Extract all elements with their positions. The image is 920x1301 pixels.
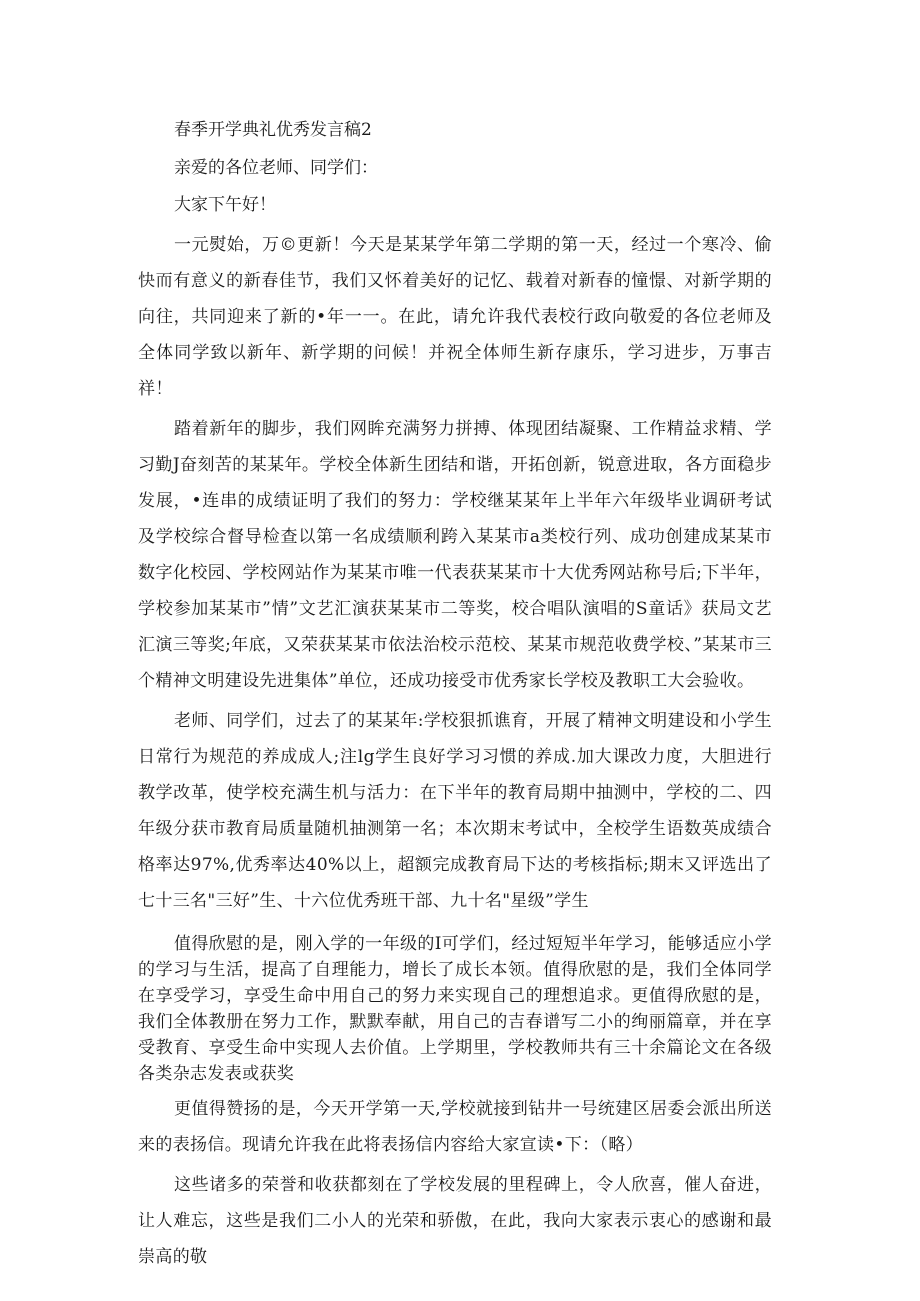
- salutation: 亲爱的各位老师、同学们：: [174, 158, 378, 178]
- paragraph-gratitude: 值得欣慰的是，刚入学的一年级的I可学们，经过短短半年学习，能够适应小学的学习与生活，提高了自理能力，增长了成长本领。值得欣慰的是，我们全体同学在享受学习，享受生命中用自己的努力来实现自己的理想追求。更值得欣慰的是，我们全体教册在努力工作，默默奉献，用自己的吉春谱写二小的绚丽篇章，并在享受教育、享受生命中实现人去价值。上学期里，学校教师共有三十余篇论文在各级各类杂志发表或获奖: [138, 934, 772, 1084]
- greeting: 大家下午好！: [174, 195, 276, 215]
- paragraph-achievements: 踏着新年的脚步，我们网眸充满努力拼搏、体现团结凝聚、工作精益求精、学习勤J奋刻苦的某某年。学校全体新生团结和谐，开拓创新，锐意进取，各方面稳步发展，•连串的成绩证明了我们的努力：学校继某某年上半年六年级毕业调研考试及学校综合督导检查以第一名成绩顺利跨入某某市a类校行列、成功创建成某某市数字化校园、学校网站作为某某市唯一代表获某某市十大优秀网站称号后;下半年，学校参加某某市”情”文艺汇演获某某市二等奖，校合唱队演唱的S童话》获局文艺汇演三等奖;年底，又荣获某某市依法治校示范校、某某市规范收费学校、”某某市三个精神文明建设先进集体”单位，还成功接受市优秀家长学校及教职工大会验收。: [138, 419, 772, 691]
- paragraph-praise-letter: 更值得赞扬的是，今天开学第一天,学校就接到钻井一号统建区居委会派出所送来的表扬信。现请允许我在此将表扬信内容给大家宣读•下：（略）: [138, 1099, 772, 1155]
- document-body: [138, 113, 772, 1275]
- paragraph-opening: 一元熨始，万©更新！今天是某某学年第二学期的第一天，经过一个寒冷、偷快而有意义的新春佳节，我们又怀着美好的记忆、载着对新春的憧憬、对新学期的向往，共同迎来了新的•年一一。在此，请允许我代表校行政向敬爱的各位老师及全体同学致以新年、新学期的问候！并祝全体师生新存康乐，学习进步，万事吉祥！: [138, 235, 772, 399]
- paragraph-closing: 这些诸多的荣誉和收获都刻在了学校发展的里程碑上，令人欣喜，催人奋进，让人难忘，这些是我们二小人的光荣和骄傲，在此，我向大家表示衷心的感谢和最崇高的敬: [138, 1175, 772, 1267]
- document-title: 春季开学典礼优秀发言稿2: [174, 120, 372, 140]
- paragraph-review: 老师、同学们，过去了的某某年:学校狠抓谯育，开展了精神文明建设和小学生日常行为规范的养成成人;注lg学生良好学习习惯的养成.加大课改力度，大胆进行教学改革，使学校充满生机与活力：在下半年的教育局期中抽测中，学校的二、四年级分获市教育局质量随机抽测第一名；本次期末考试中，全校学生语数英成绩合格率达97%,优秀率达40%以上，超额完成教育局下达的考核指标;期末又评选出了七十三名"三好”生、十六位优秀班干部、九十名"星级”学生: [138, 711, 772, 911]
